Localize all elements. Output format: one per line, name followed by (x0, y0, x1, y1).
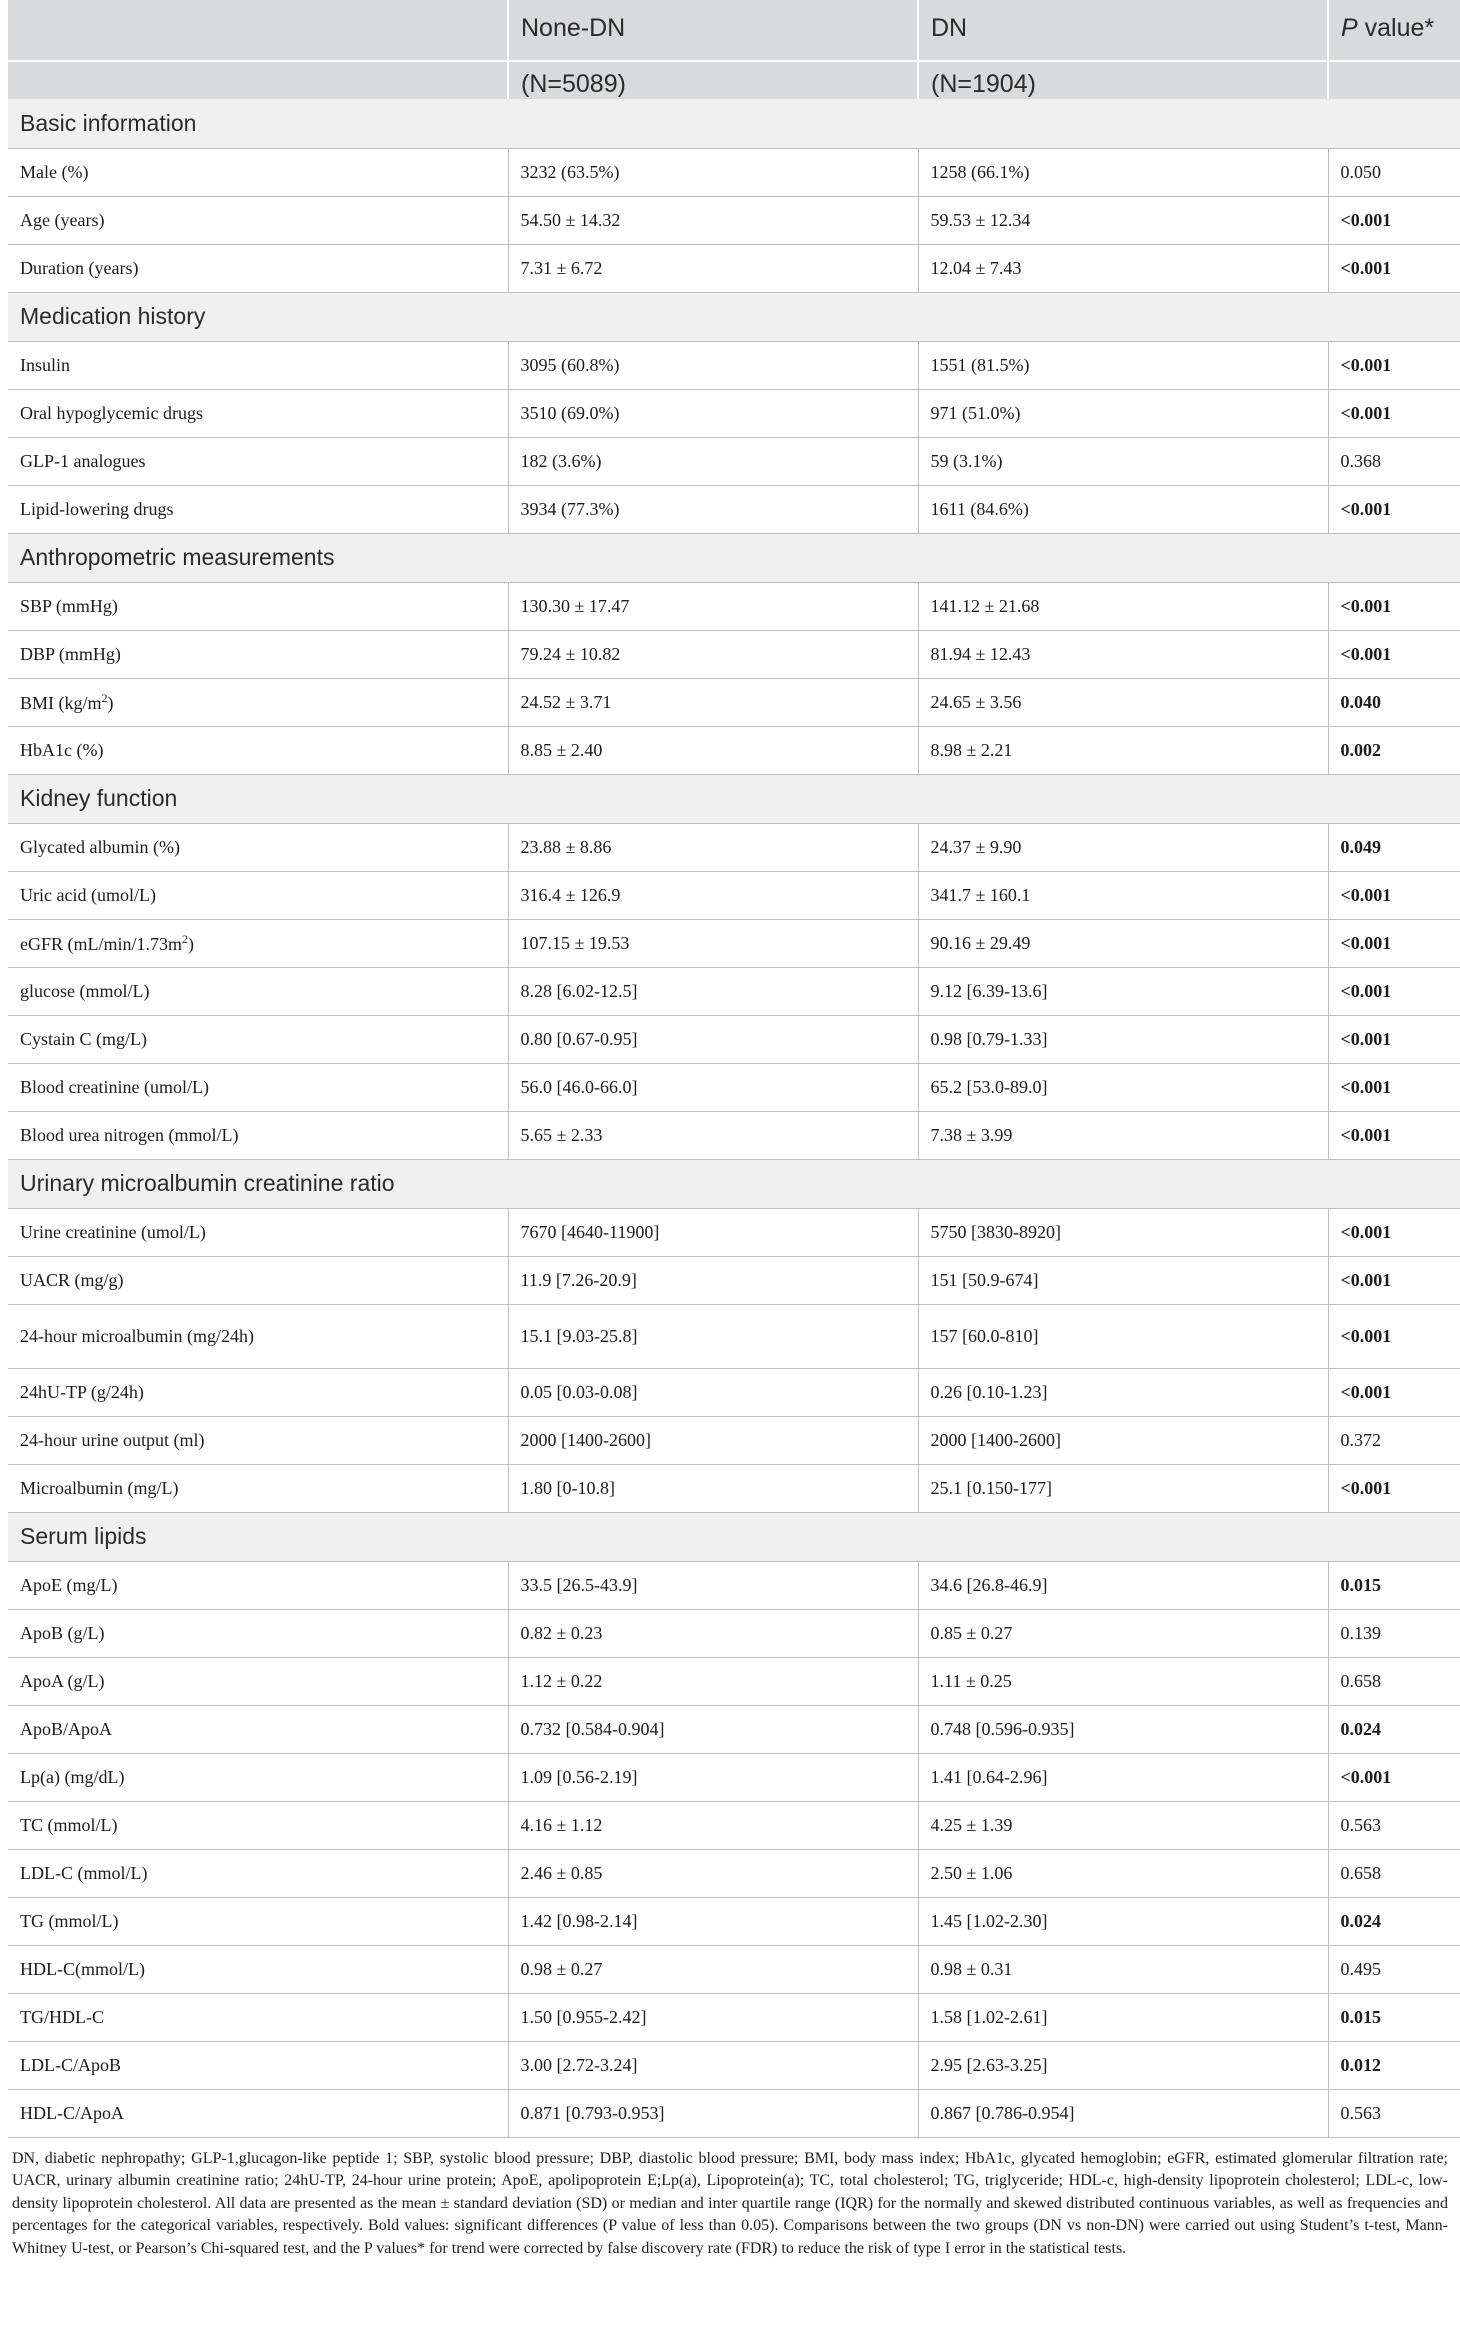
nondn-value: 79.24 ± 10.82 (508, 630, 918, 678)
section-row (8, 774, 1460, 823)
p-value: 0.002 (1328, 726, 1460, 774)
section-row (8, 99, 1460, 148)
header-variable-sub (8, 60, 507, 99)
variable-label: Uric acid (umol/L) (20, 884, 156, 905)
section-title: Basic information (8, 99, 1460, 148)
table-row (8, 2041, 1460, 2089)
nondn-value: 1.09 [0.56-2.19] (508, 1753, 918, 1801)
variable-cell (8, 485, 508, 533)
table-row (8, 1801, 1460, 1849)
section-title: Serum lipids (8, 1512, 1460, 1561)
header-dn-count: (N=1904) (919, 60, 1327, 99)
variable-label: TC (mmol/L) (20, 1814, 118, 1835)
table-row (8, 1561, 1460, 1609)
dn-value: 1611 (84.6%) (918, 485, 1328, 533)
superscript: 2 (101, 690, 108, 705)
variable-cell (8, 823, 508, 871)
dn-value: 1258 (66.1%) (918, 148, 1328, 196)
nondn-value: 3.00 [2.72-3.24] (508, 2041, 918, 2089)
variable-cell (8, 1416, 508, 1464)
nondn-value: 8.85 ± 2.40 (508, 726, 918, 774)
table-row (8, 1208, 1460, 1256)
variable-label: DBP (mmHg) (20, 643, 121, 664)
header-pvalue-p: P (1341, 14, 1358, 42)
variable-label-tail: ) (188, 933, 194, 954)
variable-label: Glycated albumin (%) (20, 836, 180, 857)
variable-label: Duration (years) (20, 257, 139, 278)
variable-cell (8, 1897, 508, 1945)
variable-label: eGFR (mL/min/1.73m (20, 933, 182, 954)
variable-label: 24-hour microalbumin (mg/24h) (20, 1326, 254, 1346)
variable-cell (8, 1208, 508, 1256)
nondn-value: 130.30 ± 17.47 (508, 582, 918, 630)
nondn-value: 0.05 [0.03-0.08] (508, 1368, 918, 1416)
table-row (8, 1993, 1460, 2041)
variable-label: Blood urea nitrogen (mmol/L) (20, 1124, 239, 1145)
variable-cell (8, 389, 508, 437)
table-row (8, 823, 1460, 871)
header-dn-label: DN (931, 14, 968, 42)
section-title: Anthropometric measurements (8, 533, 1460, 582)
nondn-value: 8.28 [6.02-12.5] (508, 967, 918, 1015)
nondn-value: 1.12 ± 0.22 (508, 1657, 918, 1705)
variable-cell (8, 919, 508, 967)
table-row (8, 437, 1460, 485)
variable-label: Male (%) (20, 161, 89, 182)
p-value: <0.001 (1328, 1304, 1460, 1368)
p-value: <0.001 (1328, 967, 1460, 1015)
variable-label: HDL-C(mmol/L) (20, 1958, 145, 1979)
dn-value: 0.85 ± 0.27 (918, 1609, 1328, 1657)
table-row (8, 148, 1460, 196)
header-pvalue-label (1341, 14, 1448, 60)
p-value: <0.001 (1328, 1015, 1460, 1063)
variable-label: glucose (mmol/L) (20, 980, 150, 1001)
dn-value: 157 [60.0-810] (918, 1304, 1328, 1368)
header-variable-label (20, 14, 495, 60)
nondn-value: 3934 (77.3%) (508, 485, 918, 533)
dn-value: 141.12 ± 21.68 (918, 582, 1328, 630)
p-value: <0.001 (1328, 871, 1460, 919)
nondn-value: 0.871 [0.793-0.953] (508, 2089, 918, 2137)
dn-value: 2000 [1400-2600] (918, 1416, 1328, 1464)
dn-value: 0.98 [0.79-1.33] (918, 1015, 1328, 1063)
p-value: 0.049 (1328, 823, 1460, 871)
dn-value: 0.26 [0.10-1.23] (918, 1368, 1328, 1416)
variable-label: ApoB (g/L) (20, 1622, 105, 1643)
p-value: <0.001 (1328, 196, 1460, 244)
variable-label: TG (mmol/L) (20, 1910, 119, 1931)
p-value: <0.001 (1328, 919, 1460, 967)
p-value: 0.658 (1328, 1849, 1460, 1897)
table-row (8, 1304, 1460, 1368)
dn-value: 34.6 [26.8-46.9] (918, 1561, 1328, 1609)
dn-value: 2.50 ± 1.06 (918, 1849, 1328, 1897)
nondn-value: 316.4 ± 126.9 (508, 871, 918, 919)
p-value: 0.012 (1328, 2041, 1460, 2089)
table-row (8, 1416, 1460, 1464)
dn-value: 25.1 [0.150-177] (918, 1464, 1328, 1512)
variable-label: Lipid-lowering drugs (20, 498, 174, 519)
p-value: <0.001 (1328, 1111, 1460, 1159)
section-row (8, 1512, 1460, 1561)
table-header (8, 0, 1460, 99)
variable-cell (8, 1015, 508, 1063)
section-row (8, 1159, 1460, 1208)
dn-value: 151 [50.9-674] (918, 1256, 1328, 1304)
variable-label: ApoB/ApoA (20, 1718, 113, 1739)
dn-value: 8.98 ± 2.21 (918, 726, 1328, 774)
nondn-value: 2000 [1400-2600] (508, 1416, 918, 1464)
section-row (8, 533, 1460, 582)
table-row (8, 726, 1460, 774)
dn-value: 1.58 [1.02-2.61] (918, 1993, 1328, 2041)
p-value: 0.024 (1328, 1897, 1460, 1945)
p-value: 0.040 (1328, 678, 1460, 726)
nondn-value: 2.46 ± 0.85 (508, 1849, 918, 1897)
nondn-value: 107.15 ± 19.53 (508, 919, 918, 967)
nondn-value: 33.5 [26.5-43.9] (508, 1561, 918, 1609)
nondn-value: 3510 (69.0%) (508, 389, 918, 437)
variable-cell (8, 1256, 508, 1304)
dn-value: 12.04 ± 7.43 (918, 244, 1328, 292)
dn-value: 7.38 ± 3.99 (918, 1111, 1328, 1159)
variable-cell (8, 582, 508, 630)
nondn-value: 15.1 [9.03-25.8] (508, 1304, 918, 1368)
p-value: 0.050 (1328, 148, 1460, 196)
table-row (8, 967, 1460, 1015)
table-row (8, 919, 1460, 967)
variable-cell (8, 630, 508, 678)
nondn-value: 0.80 [0.67-0.95] (508, 1015, 918, 1063)
table-footnote: DN, diabetic nephropathy; GLP-1,glucagon-like peptide 1; SBP, systolic blood pressure; DBP, diastolic blood pressure; BMI, body mass index; HbA1c, glycated hemoglobin; eGFR, estimated glomerular filtration rate; UACR, urinary albumin creatinine ratio; 24hU-TP, 24-hour urine protein; ApoE, apolipoprotein E;Lp(a), Lipoprotein(a); TC, total cholesterol; TG, triglyceride; HDL-c, high-density lipoprotein cholesterol; LDL-c, low-density lipoprotein cholesterol. All data are presented as the mean ± standard deviation (SD) or median and inter quartile range (IQR) for the normally and skewed distributed continuous variables, as well as frequencies and percentages for the categorical variables, respectively. Bold values: significant differences (P value of less than 0.05). Comparisons between the two groups (DN vs non-DN) were carried out using Student’s t-test, Mann-Whitney U-test, or Pearson’s Chi-squared test, and the P values* for trend were corrected by false discovery rate (FDR) to reduce the risk of type I error in the statistical tests. (12, 2149, 1448, 2257)
nondn-value: 182 (3.6%) (508, 437, 918, 485)
variable-cell (8, 1464, 508, 1512)
nondn-value: 54.50 ± 14.32 (508, 196, 918, 244)
variable-label-tail: ) (107, 692, 114, 713)
section-title: Medication history (8, 292, 1460, 341)
variable-label: Urine creatinine (umol/L) (20, 1221, 206, 1242)
variable-label: Insulin (20, 354, 71, 375)
p-value: 0.024 (1328, 1705, 1460, 1753)
variable-label: Blood creatinine (umol/L) (20, 1076, 209, 1097)
p-value: <0.001 (1328, 582, 1460, 630)
variable-cell (8, 2089, 508, 2137)
p-value: <0.001 (1328, 630, 1460, 678)
variable-cell (8, 148, 508, 196)
variable-label: GLP-1 analogues (20, 450, 146, 471)
p-value: 0.015 (1328, 1561, 1460, 1609)
variable-cell (8, 1705, 508, 1753)
dn-value: 24.65 ± 3.56 (918, 678, 1328, 726)
dn-value: 90.16 ± 29.49 (918, 919, 1328, 967)
header-dn (918, 0, 1328, 99)
dn-value: 5750 [3830-8920] (918, 1208, 1328, 1256)
p-value: <0.001 (1328, 485, 1460, 533)
nondn-value: 1.42 [0.98-2.14] (508, 1897, 918, 1945)
table-row (8, 678, 1460, 726)
variable-cell (8, 1609, 508, 1657)
table-row (8, 1945, 1460, 1993)
variable-cell (8, 1111, 508, 1159)
nondn-value: 5.65 ± 2.33 (508, 1111, 918, 1159)
nondn-value: 11.9 [7.26-20.9] (508, 1256, 918, 1304)
variable-cell (8, 1945, 508, 1993)
variable-cell (8, 244, 508, 292)
p-value: <0.001 (1328, 1753, 1460, 1801)
variable-cell (8, 1753, 508, 1801)
variable-label: Microalbumin (mg/L) (20, 1477, 179, 1498)
nondn-value: 1.50 [0.955-2.42] (508, 1993, 918, 2041)
variable-cell (8, 1368, 508, 1416)
variable-cell (8, 196, 508, 244)
variable-cell (8, 1993, 508, 2041)
header-nondn (508, 0, 918, 99)
nondn-value: 0.82 ± 0.23 (508, 1609, 918, 1657)
p-value: 0.495 (1328, 1945, 1460, 1993)
p-value: <0.001 (1328, 1208, 1460, 1256)
p-value: 0.139 (1328, 1609, 1460, 1657)
dn-value: 59 (3.1%) (918, 437, 1328, 485)
variable-cell (8, 1849, 508, 1897)
dn-value: 81.94 ± 12.43 (918, 630, 1328, 678)
dn-value: 59.53 ± 12.34 (918, 196, 1328, 244)
table-row (8, 1015, 1460, 1063)
variable-cell (8, 871, 508, 919)
table-row (8, 244, 1460, 292)
table-container (8, 0, 1460, 2260)
table-row (8, 485, 1460, 533)
variable-cell (8, 341, 508, 389)
dn-value: 9.12 [6.39-13.6] (918, 967, 1328, 1015)
nondn-value: 7.31 ± 6.72 (508, 244, 918, 292)
p-value: 0.372 (1328, 1416, 1460, 1464)
p-value: <0.001 (1328, 1464, 1460, 1512)
table-row (8, 1063, 1460, 1111)
variable-label: UACR (mg/g) (20, 1269, 124, 1290)
variable-cell (8, 2041, 508, 2089)
variable-label: 24hU-TP (g/24h) (20, 1381, 144, 1402)
data-table (8, 0, 1460, 2138)
variable-cell (8, 1561, 508, 1609)
variable-cell (8, 1063, 508, 1111)
dn-value: 4.25 ± 1.39 (918, 1801, 1328, 1849)
variable-label: Lp(a) (mg/dL) (20, 1766, 125, 1787)
nondn-value: 4.16 ± 1.12 (508, 1801, 918, 1849)
variable-label: SBP (mmHg) (20, 595, 118, 616)
table-body (8, 99, 1460, 2137)
dn-value: 1.45 [1.02-2.30] (918, 1897, 1328, 1945)
header-pvalue-sub (1329, 60, 1460, 99)
variable-label: HbA1c (%) (20, 739, 104, 760)
variable-label: ApoA (g/L) (20, 1670, 105, 1691)
dn-value: 971 (51.0%) (918, 389, 1328, 437)
p-value: <0.001 (1328, 244, 1460, 292)
dn-value: 24.37 ± 9.90 (918, 823, 1328, 871)
table-row (8, 1368, 1460, 1416)
dn-value: 1.41 [0.64-2.96] (918, 1753, 1328, 1801)
nondn-value: 3095 (60.8%) (508, 341, 918, 389)
nondn-value: 56.0 [46.0-66.0] (508, 1063, 918, 1111)
variable-label: 24-hour urine output (ml) (20, 1429, 205, 1450)
p-value: 0.015 (1328, 1993, 1460, 2041)
header-variable (8, 0, 508, 99)
dn-value: 341.7 ± 160.1 (918, 871, 1328, 919)
dn-value: 0.867 [0.786-0.954] (918, 2089, 1328, 2137)
variable-label: LDL-C/ApoB (20, 2054, 121, 2075)
variable-cell (8, 678, 508, 726)
table-row (8, 871, 1460, 919)
nondn-value: 3232 (63.5%) (508, 148, 918, 196)
variable-cell (8, 1304, 508, 1368)
table-row (8, 2089, 1460, 2137)
header-pvalue (1328, 0, 1460, 99)
section-title: Urinary microalbumin creatinine ratio (8, 1159, 1460, 1208)
table-row (8, 1849, 1460, 1897)
variable-label: Oral hypoglycemic drugs (20, 402, 203, 423)
dn-value: 1.11 ± 0.25 (918, 1657, 1328, 1705)
header-nondn-label: None-DN (521, 14, 626, 42)
section-title: Kidney function (8, 774, 1460, 823)
variable-cell (8, 967, 508, 1015)
table-row (8, 630, 1460, 678)
nondn-value: 1.80 [0-10.8] (508, 1464, 918, 1512)
variable-cell (8, 1801, 508, 1849)
header-pvalue-rest: value* (1357, 14, 1435, 42)
variable-label: Cystain C (mg/L) (20, 1028, 147, 1049)
nondn-value: 0.98 ± 0.27 (508, 1945, 918, 1993)
p-value: <0.001 (1328, 1368, 1460, 1416)
variable-cell (8, 437, 508, 485)
nondn-value: 24.52 ± 3.71 (508, 678, 918, 726)
p-value: 0.563 (1328, 2089, 1460, 2137)
dn-value: 65.2 [53.0-89.0] (918, 1063, 1328, 1111)
table-row (8, 1657, 1460, 1705)
table-row (8, 1111, 1460, 1159)
nondn-value: 23.88 ± 8.86 (508, 823, 918, 871)
dn-value: 0.98 ± 0.31 (918, 1945, 1328, 1993)
p-value: <0.001 (1328, 1063, 1460, 1111)
table-row (8, 1609, 1460, 1657)
table-row (8, 1256, 1460, 1304)
table-row (8, 582, 1460, 630)
superscript: 2 (182, 931, 188, 946)
table-row (8, 389, 1460, 437)
table-row (8, 1753, 1460, 1801)
dn-value: 0.748 [0.596-0.935] (918, 1705, 1328, 1753)
table-row (8, 1464, 1460, 1512)
p-value: 0.368 (1328, 437, 1460, 485)
variable-cell (8, 726, 508, 774)
variable-label: ApoE (mg/L) (20, 1574, 118, 1595)
section-row (8, 292, 1460, 341)
p-value: <0.001 (1328, 389, 1460, 437)
variable-label: BMI (kg/m (20, 692, 102, 713)
p-value: <0.001 (1328, 1256, 1460, 1304)
variable-label: HDL-C/ApoA (20, 2102, 124, 2123)
variable-label: Age (years) (20, 209, 105, 230)
variable-label: TG/HDL-C (20, 2006, 104, 2027)
table-row (8, 341, 1460, 389)
header-nondn-count: (N=5089) (509, 60, 917, 99)
p-value: 0.563 (1328, 1801, 1460, 1849)
table-row (8, 196, 1460, 244)
p-value: 0.658 (1328, 1657, 1460, 1705)
variable-cell (8, 1657, 508, 1705)
dn-value: 2.95 [2.63-3.25] (918, 2041, 1328, 2089)
p-value: <0.001 (1328, 341, 1460, 389)
variable-label: LDL-C (mmol/L) (20, 1862, 148, 1883)
table-row (8, 1897, 1460, 1945)
nondn-value: 7670 [4640-11900] (508, 1208, 918, 1256)
dn-value: 1551 (81.5%) (918, 341, 1328, 389)
nondn-value: 0.732 [0.584-0.904] (508, 1705, 918, 1753)
table-row (8, 1705, 1460, 1753)
